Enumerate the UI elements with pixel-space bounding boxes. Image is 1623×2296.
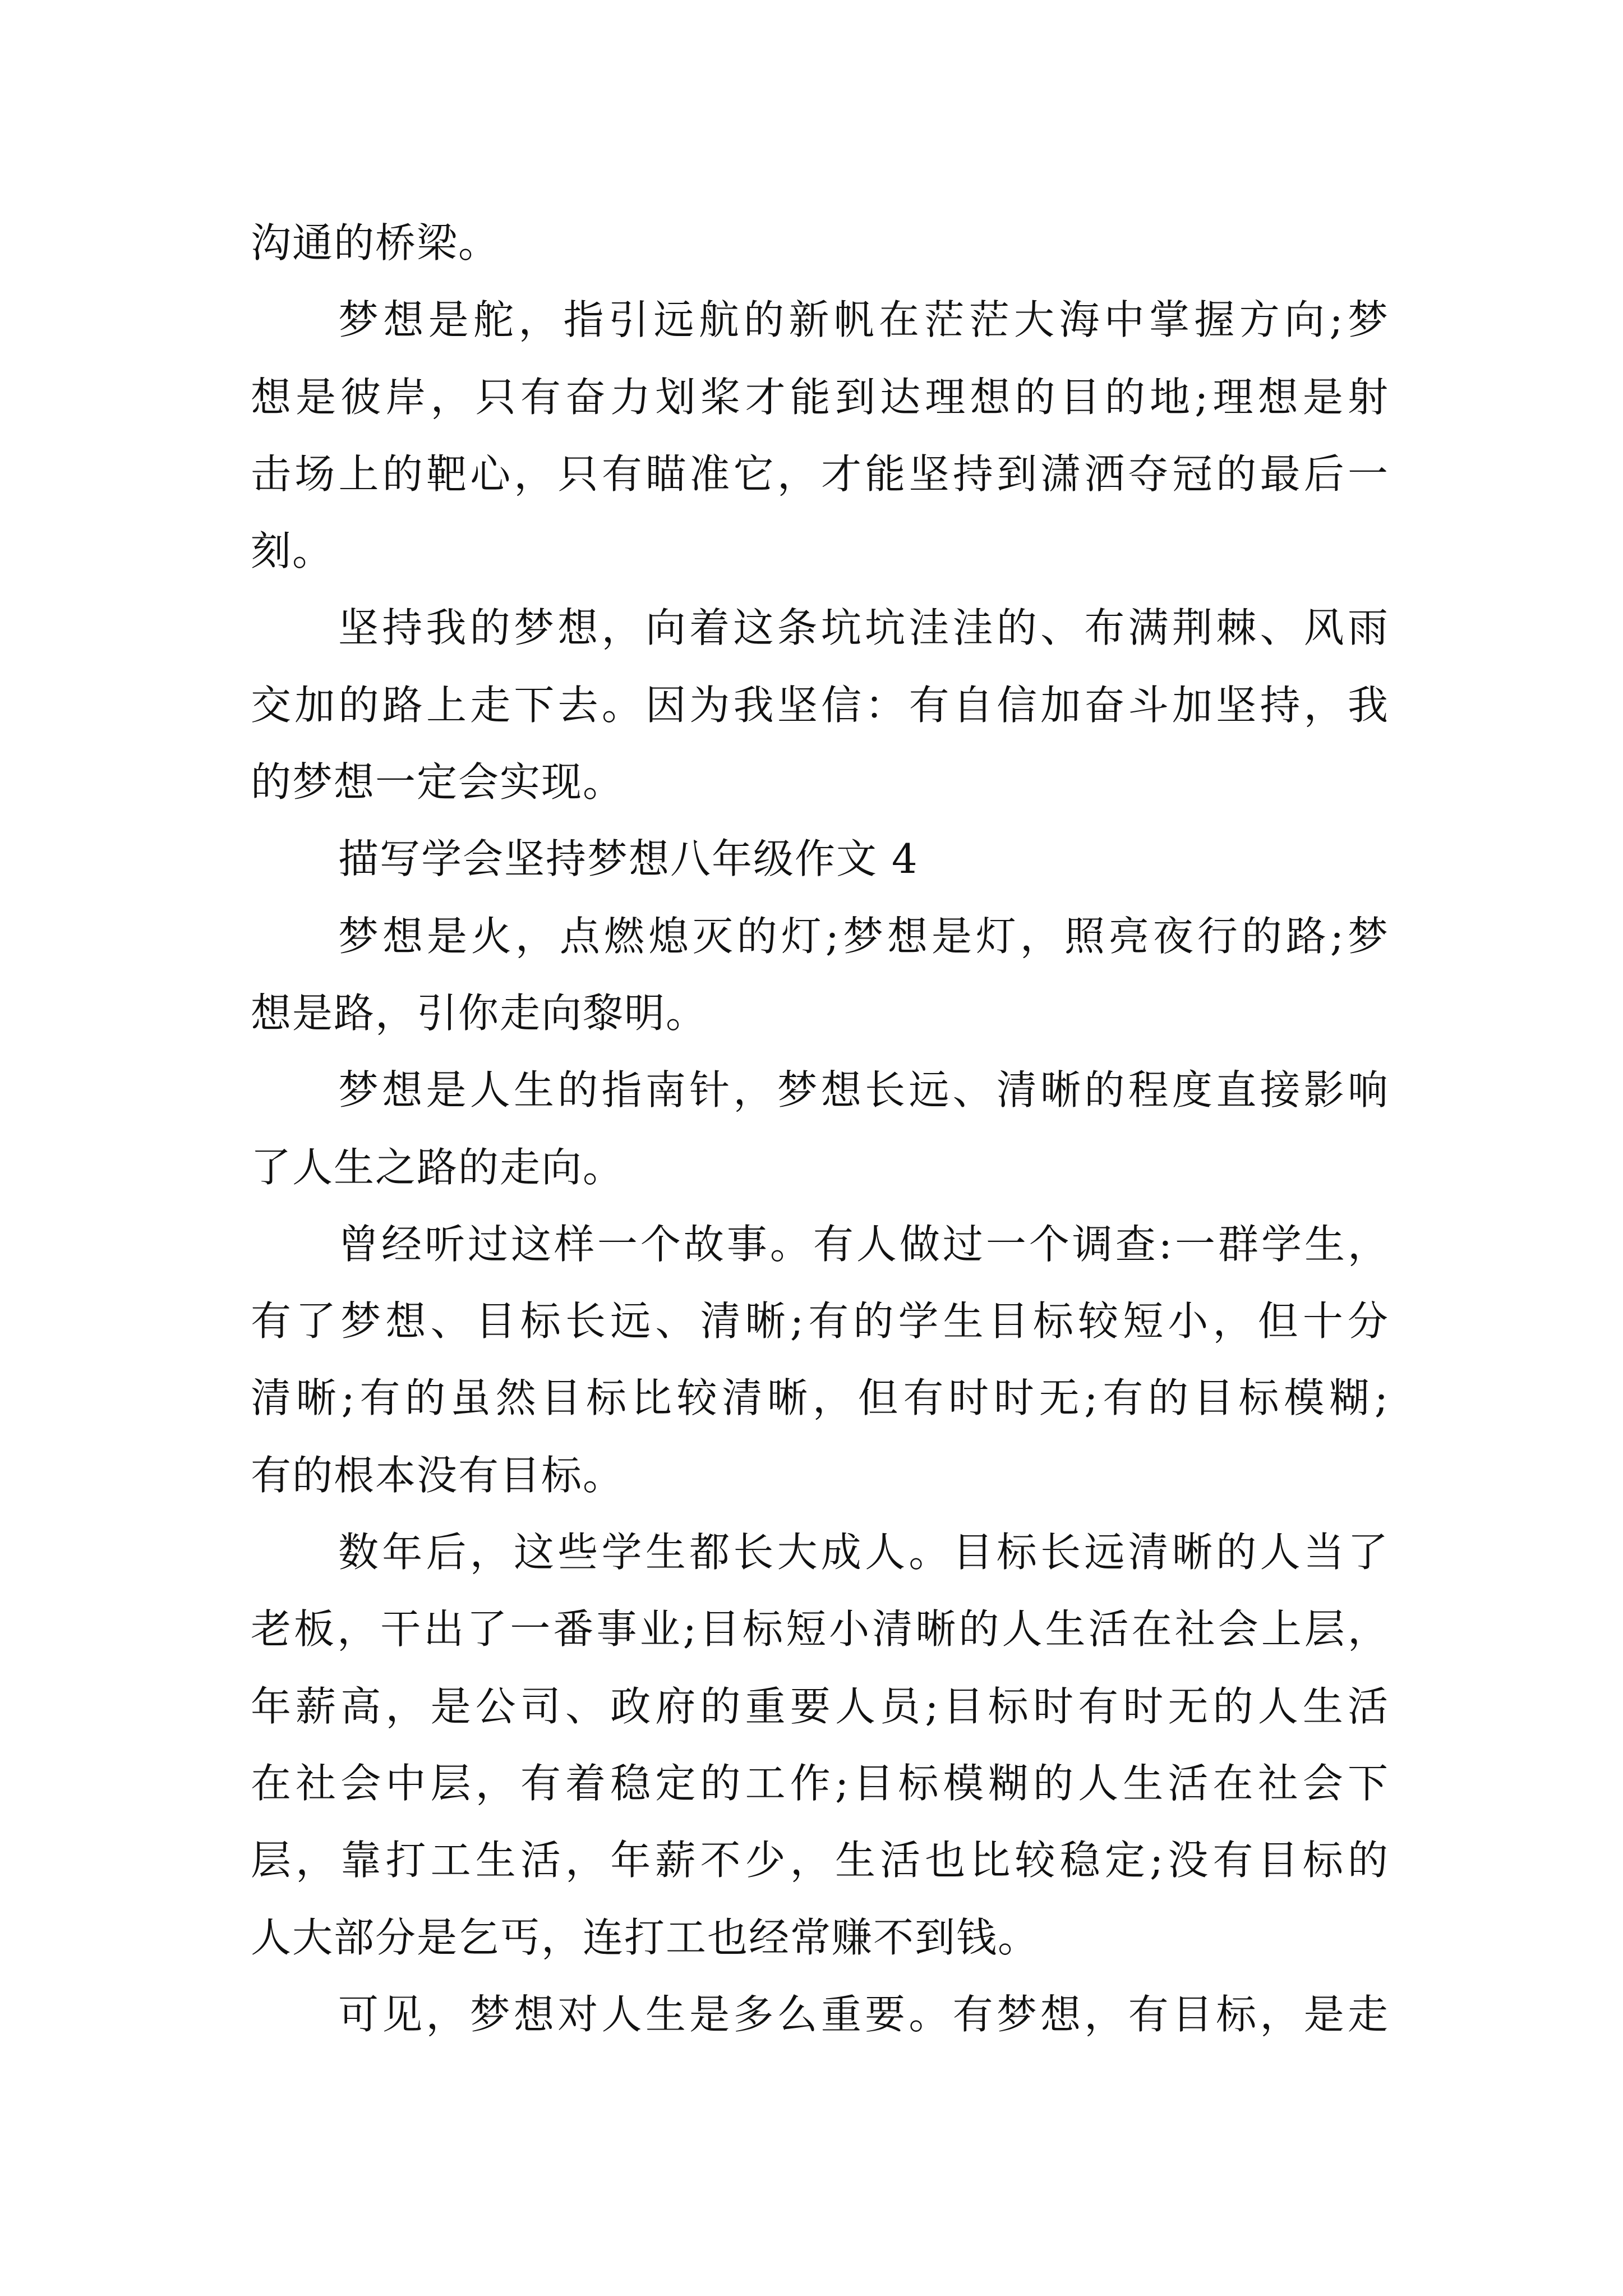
paragraph-1 xyxy=(251,205,1389,282)
text-line: 刻。 xyxy=(251,527,334,575)
text-line: 想是彼岸，只有奋力划桨才能到达理想的目的地;理想是射 xyxy=(251,373,1389,421)
paragraph-7 xyxy=(251,1514,1389,1976)
text-line: 数年后，这些学生都长大成人。目标长远清晰的人当了 xyxy=(338,1529,1389,1576)
text-line: 老板，干出了一番事业;目标短小清晰的人生活在社会上层， xyxy=(251,1605,1389,1653)
text-line: 梦想是人生的指南针，梦想长远、清晰的程度直接影响 xyxy=(338,1066,1389,1114)
text-line: 梦想是舵，指引远航的新帆在茫茫大海中掌握方向;梦 xyxy=(338,296,1389,344)
text-line: 可见，梦想对人生是多么重要。有梦想，有目标，是走 xyxy=(338,1990,1389,2038)
text-line: 击场上的靶心，只有瞄准它，才能坚持到潇洒夺冠的最后一 xyxy=(251,450,1389,498)
text-line: 的梦想一定会实现。 xyxy=(251,758,625,806)
text-line: 有了梦想、目标长远、清晰;有的学生目标较短小，但十分 xyxy=(251,1297,1389,1345)
text-line: 清晰;有的虽然目标比较清晰，但有时时无;有的目标模糊; xyxy=(251,1374,1389,1422)
paragraph-6 xyxy=(251,1206,1389,1514)
text-line: 坚持我的梦想，向着这条坑坑洼洼的、布满荆棘、风雨 xyxy=(338,604,1389,652)
text-line: 在社会中层，有着稳定的工作;目标模糊的人生活在社会下 xyxy=(251,1759,1389,1807)
text-line: 想是路，引你走向黎明。 xyxy=(251,989,708,1037)
text-line: 层，靠打工生活，年薪不少，生活也比较稳定;没有目标的 xyxy=(251,1837,1389,1884)
text-line: 曾经听过这样一个故事。有人做过一个调查:一群学生， xyxy=(338,1220,1389,1268)
paragraph-2 xyxy=(251,282,1389,590)
text-line: 交加的路上走下去。因为我坚信：有自信加奋斗加坚持，我 xyxy=(251,681,1389,729)
paragraph-8 xyxy=(251,1976,1389,2053)
text-line: 了人生之路的走向。 xyxy=(251,1143,625,1191)
paragraph-4 xyxy=(251,898,1389,1052)
paragraph-5 xyxy=(251,1052,1389,1206)
section-title: 描写学会坚持梦想八年级作文 4 xyxy=(338,835,919,883)
section-heading xyxy=(251,821,1389,898)
text-line: 沟通的桥梁。 xyxy=(251,219,500,266)
text-line: 年薪高，是公司、政府的重要人员;目标时有时无的人生活 xyxy=(251,1682,1389,1730)
text-line: 有的根本没有目标。 xyxy=(251,1451,625,1499)
body-text xyxy=(251,205,1389,2053)
paragraph-3 xyxy=(251,590,1389,821)
text-line: 人大部分是乞丐，连打工也经常赚不到钱。 xyxy=(251,1913,1040,1961)
text-line: 梦想是火，点燃熄灭的灯;梦想是灯，照亮夜行的路;梦 xyxy=(338,912,1389,960)
